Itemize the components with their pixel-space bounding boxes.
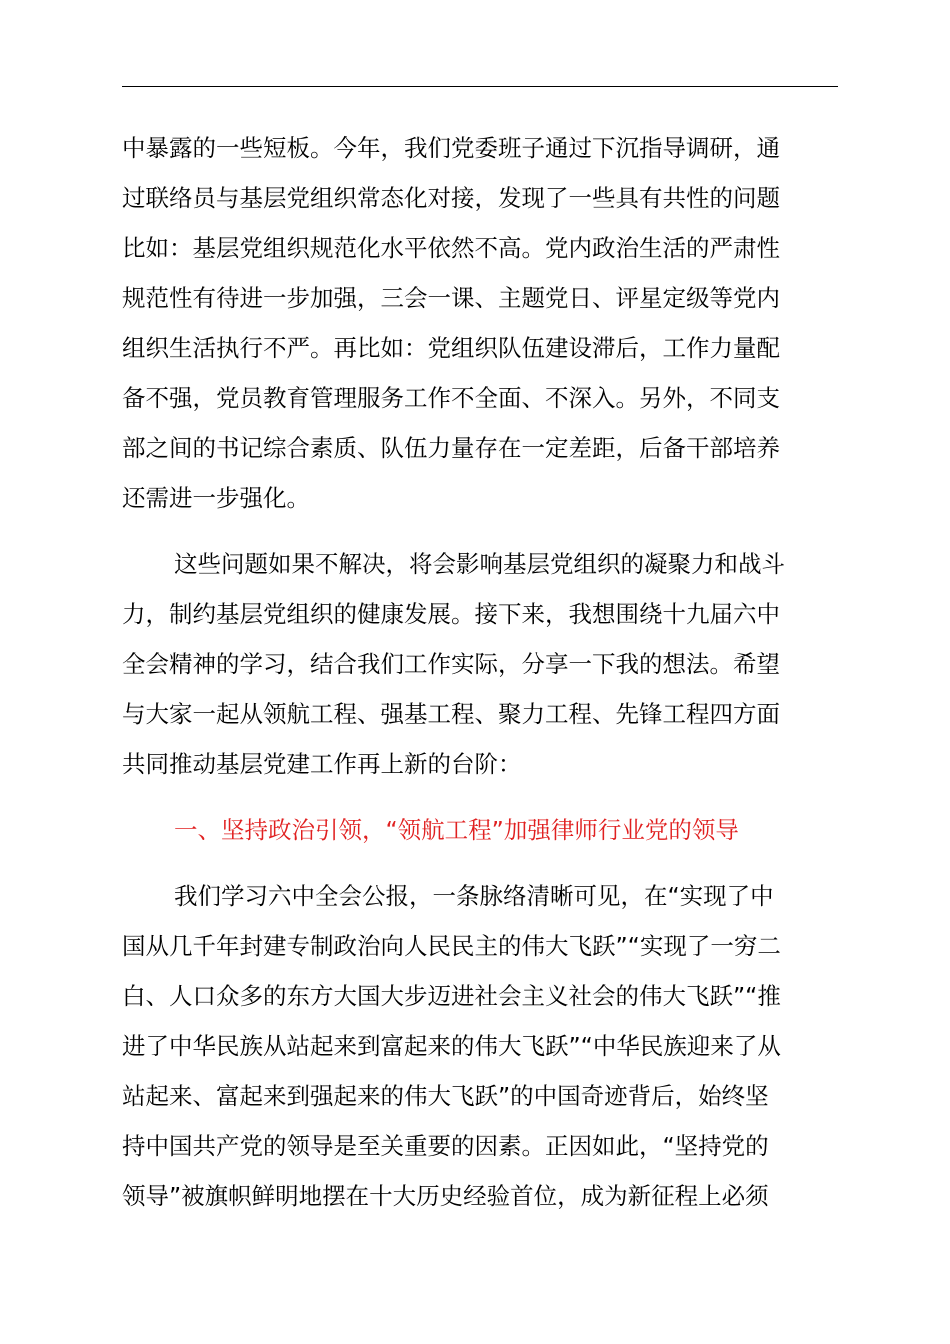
paragraph-3-line-4: 进了中华民族从站起来到富起来的伟大飞跃”“中华民族迎来了从 — [122, 1032, 781, 1060]
paragraph-gap — [122, 789, 838, 805]
paragraph-gap — [122, 523, 838, 539]
document-body — [122, 123, 838, 1221]
section-heading-1: 一、坚持政治引领，“领航工程”加强律师行业党的领导 — [174, 816, 739, 844]
paragraph-1-line-3: 比如：基层党组织规范化水平依然不高。党内政治生活的严肃性 — [122, 234, 780, 262]
paragraph-2-line-5: 共同推动基层党建工作再上新的台阶： — [122, 750, 522, 778]
paragraph-1-line-1: 中暴露的一些短板。今年，我们党委班子通过下沉指导调研，通 — [122, 134, 780, 162]
paragraph-3-line-3: 白、人口众多的东方大国大步迈进社会主义社会的伟大飞跃”“推 — [122, 982, 781, 1010]
paragraph-gap — [122, 855, 838, 871]
paragraph-2-line-4: 与大家一起从领航工程、强基工程、聚力工程、先锋工程四方面 — [122, 700, 780, 728]
paragraph-2-line-1: 这些问题如果不解决，将会影响基层党组织的凝聚力和战斗 — [174, 550, 785, 578]
paragraph-3-line-2: 国从几千年封建专制政治向人民民主的伟大飞跃”“实现了一穷二 — [122, 932, 781, 960]
paragraph-1-line-8: 还需进一步强化。 — [122, 484, 310, 512]
paragraph-1-line-7: 部之间的书记综合素质、队伍力量存在一定差距，后备干部培养 — [122, 434, 780, 462]
paragraph-1-line-6: 备不强，党员教育管理服务工作不全面、不深入。另外，不同支 — [122, 384, 780, 412]
paragraph-1-line-5: 组织生活执行不严。再比如：党组织队伍建设滞后，工作力量配 — [122, 334, 780, 362]
header-rule — [122, 86, 838, 87]
paragraph-1-line-4: 规范性有待进一步加强，三会一课、主题党日、评星定级等党内 — [122, 284, 780, 312]
paragraph-3-line-6: 持中国共产党的领导是至关重要的因素。正因如此，“坚持党的 — [122, 1132, 769, 1160]
paragraph-3-line-1: 我们学习六中全会公报，一条脉络清晰可见，在“实现了中 — [174, 882, 774, 910]
paragraph-1-line-2: 过联络员与基层党组织常态化对接，发现了一些具有共性的问题 — [122, 184, 780, 212]
paragraph-3-line-5: 站起来、富起来到强起来的伟大飞跃”的中国奇迹背后，始终坚 — [122, 1082, 769, 1110]
paragraph-2-line-2: 力，制约基层党组织的健康发展。接下来，我想围绕十九届六中 — [122, 600, 780, 628]
paragraph-2-line-3: 全会精神的学习，结合我们工作实际，分享一下我的想法。希望 — [122, 650, 780, 678]
paragraph-3-line-7: 领导”被旗帜鲜明地摆在十大历史经验首位，成为新征程上必须 — [122, 1182, 769, 1210]
